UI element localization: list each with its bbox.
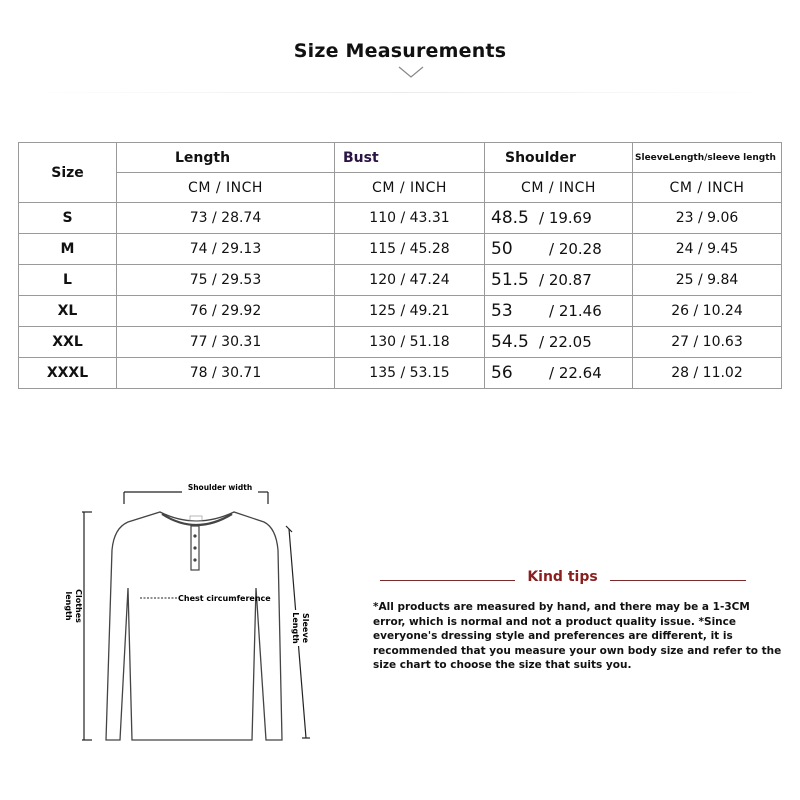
sleeve-unit: CM / INCH — [633, 173, 782, 203]
shoulder-cm: 50 — [491, 239, 513, 259]
sleeve-cell: 26 / 10.24 — [633, 296, 782, 327]
table-row — [19, 296, 782, 327]
shoulder-inch: / 19.69 — [539, 209, 592, 227]
size-chart-table — [18, 142, 782, 389]
sleeve-label: Sleeve — [301, 613, 310, 643]
bust-cell: 130 / 51.18 — [335, 327, 485, 358]
shoulder-cell — [485, 296, 633, 327]
bust-cell: 125 / 49.21 — [335, 296, 485, 327]
shoulder-cm: 53 — [491, 301, 513, 321]
length-cell: 78 / 30.71 — [117, 358, 335, 389]
tips-divider-right — [610, 580, 746, 581]
size-cell: XXL — [19, 327, 117, 358]
shoulder-cm: 48.5 — [491, 208, 529, 228]
shoulder-inch: / 22.05 — [539, 333, 592, 351]
button-icon — [193, 558, 196, 561]
kind-tips-title: Kind tips — [527, 569, 598, 585]
shirt-outline — [106, 512, 282, 740]
shoulder-cell — [485, 265, 633, 296]
sleeve-cell: 28 / 11.02 — [633, 358, 782, 389]
bust-cell: 110 / 43.31 — [335, 203, 485, 234]
bust-column-header: Bust — [335, 143, 485, 173]
sleeve-cell: 23 / 9.06 — [633, 203, 782, 234]
table-row — [19, 327, 782, 358]
shoulder-width-label: Shoulder width — [187, 483, 253, 492]
table-header-row — [19, 143, 782, 173]
page-title: Size Measurements — [293, 40, 507, 62]
length-cell: 73 / 28.74 — [117, 203, 335, 234]
shoulder-cell — [485, 234, 633, 265]
shoulder-cell — [485, 358, 633, 389]
bust-unit: CM / INCH — [335, 173, 485, 203]
length-column-header: Length — [117, 143, 335, 173]
button-icon — [193, 546, 196, 549]
clothes-label: Clothes — [74, 589, 83, 623]
size-cell: M — [19, 234, 117, 265]
shoulder-inch: / 20.28 — [549, 240, 602, 258]
size-cell: XXXL — [19, 358, 117, 389]
shoulder-cell — [485, 327, 633, 358]
kind-tips-body: *All products are measured by hand, and there may be a 1-3CM error, which is normal and not a product quality issue. *Since everyone's dressing style and preferences are different, it is recommended that you measure your own body size and refer to the size chart to choose the size that suits you. — [373, 601, 782, 671]
size-cell: XL — [19, 296, 117, 327]
shoulder-inch: / 21.46 — [549, 302, 602, 320]
table-row — [19, 203, 782, 234]
sleeve-cell: 27 / 10.63 — [633, 327, 782, 358]
shoulder-inch: / 20.87 — [539, 271, 592, 289]
size-cell: L — [19, 265, 117, 296]
length-cell: 74 / 29.13 — [117, 234, 335, 265]
length-label: length — [64, 591, 73, 621]
size-column-header: Size — [19, 143, 117, 203]
length-cell: 75 / 29.53 — [117, 265, 335, 296]
table-unit-row — [19, 173, 782, 203]
shoulder-cell — [485, 203, 633, 234]
sleeve-column-header: SleeveLength/sleeve length — [633, 143, 782, 173]
tips-divider-left — [380, 580, 515, 581]
shoulder-column-header: Shoulder — [485, 143, 633, 173]
bust-cell: 135 / 53.15 — [335, 358, 485, 389]
chest-circumference-label: Chest circumference — [178, 594, 271, 603]
sleeve-cell: 24 / 9.45 — [633, 234, 782, 265]
table-row — [19, 265, 782, 296]
button-icon — [193, 534, 196, 537]
bust-cell: 115 / 45.28 — [335, 234, 485, 265]
size-cell: S — [19, 203, 117, 234]
bust-cell: 120 / 47.24 — [335, 265, 485, 296]
sleeve-length-label: Length — [291, 612, 300, 644]
shoulder-inch: / 22.64 — [549, 364, 602, 382]
length-unit: CM / INCH — [117, 173, 335, 203]
sleeve-cell: 25 / 9.84 — [633, 265, 782, 296]
title-divider — [20, 92, 780, 93]
shoulder-unit: CM / INCH — [485, 173, 633, 203]
shoulder-cm: 51.5 — [491, 270, 529, 290]
chevron-down-icon — [398, 66, 424, 78]
shirt-diagram — [40, 470, 340, 770]
table-row — [19, 234, 782, 265]
table-row — [19, 358, 782, 389]
shoulder-cm: 54.5 — [491, 332, 529, 352]
length-cell: 76 / 29.92 — [117, 296, 335, 327]
shoulder-cm: 56 — [491, 363, 513, 383]
length-cell: 77 / 30.31 — [117, 327, 335, 358]
